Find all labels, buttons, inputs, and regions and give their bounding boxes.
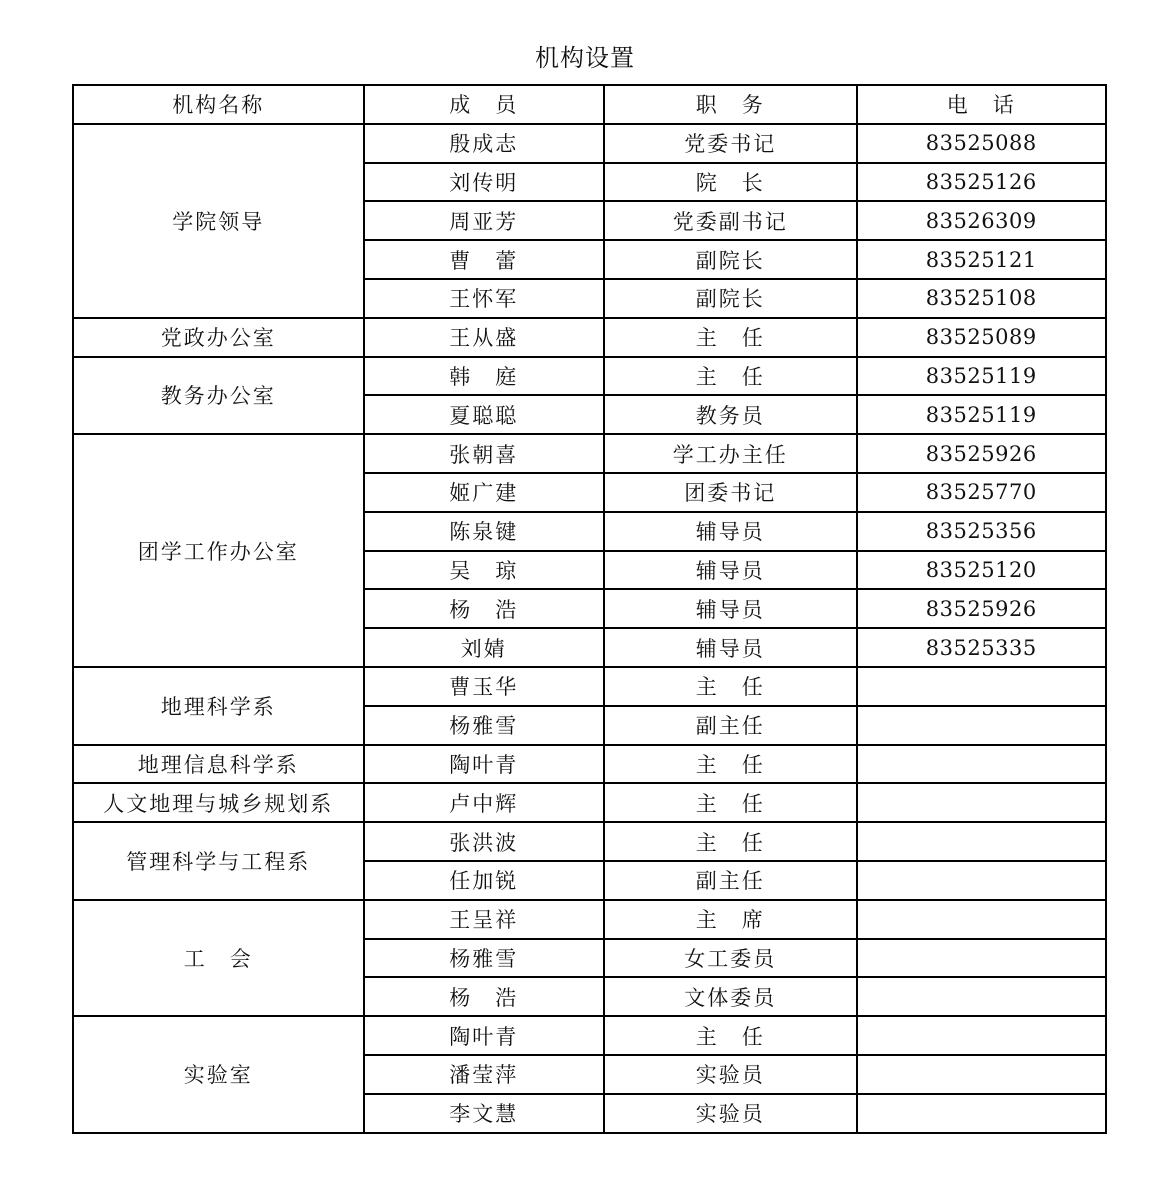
org-name-cell: 党政办公室	[73, 318, 364, 357]
phone-cell: 83525926	[857, 434, 1107, 473]
member-cell: 杨 浩	[364, 977, 604, 1016]
member-cell: 曹玉华	[364, 667, 604, 706]
position-cell: 党委副书记	[604, 201, 856, 240]
member-cell: 王从盛	[364, 318, 604, 357]
phone-cell	[857, 939, 1107, 978]
phone-cell	[857, 667, 1107, 706]
table-row	[73, 1016, 1106, 1055]
organization-table-body	[73, 124, 1106, 1133]
page-title: 机构设置	[535, 44, 635, 72]
member-cell: 张朝喜	[364, 434, 604, 473]
phone-cell: 83525356	[857, 512, 1107, 551]
position-cell: 实验员	[604, 1094, 856, 1133]
phone-cell	[857, 900, 1107, 939]
phone-cell	[857, 745, 1107, 784]
member-cell: 卢中辉	[364, 783, 604, 822]
member-cell: 刘婧	[364, 628, 604, 667]
member-cell: 王怀军	[364, 279, 604, 318]
member-cell: 殷成志	[364, 124, 604, 163]
member-cell: 吴 琼	[364, 551, 604, 590]
position-cell: 主 任	[604, 318, 856, 357]
position-cell: 教务员	[604, 395, 856, 434]
phone-cell	[857, 861, 1107, 900]
header-phone: 电 话	[857, 85, 1107, 124]
phone-cell	[857, 822, 1107, 861]
organization-table	[72, 84, 1107, 1134]
phone-cell: 83525089	[857, 318, 1107, 357]
phone-cell	[857, 783, 1107, 822]
org-name-cell: 人文地理与城乡规划系	[73, 783, 364, 822]
org-name-cell: 地理信息科学系	[73, 745, 364, 784]
phone-cell: 83525121	[857, 240, 1107, 279]
phone-cell	[857, 1016, 1107, 1055]
org-name-cell: 教务办公室	[73, 357, 364, 435]
position-cell: 学工办主任	[604, 434, 856, 473]
table-row	[73, 900, 1106, 939]
header-position: 职 务	[604, 85, 856, 124]
table-row	[73, 745, 1106, 784]
header-member: 成 员	[364, 85, 604, 124]
member-cell: 夏聪聪	[364, 395, 604, 434]
member-cell: 刘传明	[364, 163, 604, 202]
phone-cell: 83525119	[857, 395, 1107, 434]
member-cell: 曹 蕾	[364, 240, 604, 279]
table-row	[73, 318, 1106, 357]
position-cell: 副院长	[604, 240, 856, 279]
member-cell: 杨雅雪	[364, 939, 604, 978]
table-row	[73, 357, 1106, 396]
position-cell: 辅导员	[604, 628, 856, 667]
member-cell: 任加锐	[364, 861, 604, 900]
phone-cell	[857, 1094, 1107, 1133]
phone-cell: 83525120	[857, 551, 1107, 590]
position-cell: 主 任	[604, 357, 856, 396]
member-cell: 陶叶青	[364, 1016, 604, 1055]
position-cell: 辅导员	[604, 589, 856, 628]
header-org-name: 机构名称	[73, 85, 364, 124]
member-cell: 潘莹萍	[364, 1055, 604, 1094]
phone-cell: 83525119	[857, 357, 1107, 396]
member-cell: 陈泉键	[364, 512, 604, 551]
table-header-row	[73, 85, 1106, 124]
position-cell: 女工委员	[604, 939, 856, 978]
phone-cell	[857, 977, 1107, 1016]
position-cell: 主 席	[604, 900, 856, 939]
phone-cell: 83525335	[857, 628, 1107, 667]
position-cell: 文体委员	[604, 977, 856, 1016]
org-name-cell: 管理科学与工程系	[73, 822, 364, 900]
table-row	[73, 434, 1106, 473]
position-cell: 副主任	[604, 706, 856, 745]
table-row	[73, 124, 1106, 163]
table-row	[73, 783, 1106, 822]
table-row	[73, 667, 1106, 706]
org-name-cell: 地理科学系	[73, 667, 364, 745]
position-cell: 辅导员	[604, 551, 856, 590]
position-cell: 实验员	[604, 1055, 856, 1094]
position-cell: 主 任	[604, 822, 856, 861]
position-cell: 副主任	[604, 861, 856, 900]
phone-cell: 83525770	[857, 473, 1107, 512]
member-cell: 李文慧	[364, 1094, 604, 1133]
table-row	[73, 822, 1106, 861]
member-cell: 韩 庭	[364, 357, 604, 396]
member-cell: 张洪波	[364, 822, 604, 861]
org-name-cell: 学院领导	[73, 124, 364, 318]
phone-cell: 83525088	[857, 124, 1107, 163]
position-cell: 副院长	[604, 279, 856, 318]
phone-cell: 83526309	[857, 201, 1107, 240]
position-cell: 团委书记	[604, 473, 856, 512]
position-cell: 主 任	[604, 1016, 856, 1055]
org-name-cell: 实验室	[73, 1016, 364, 1132]
phone-cell: 83525926	[857, 589, 1107, 628]
member-cell: 王呈祥	[364, 900, 604, 939]
position-cell: 院 长	[604, 163, 856, 202]
phone-cell	[857, 706, 1107, 745]
position-cell: 主 任	[604, 783, 856, 822]
member-cell: 姬广建	[364, 473, 604, 512]
phone-cell: 83525126	[857, 163, 1107, 202]
position-cell: 主 任	[604, 667, 856, 706]
member-cell: 周亚芳	[364, 201, 604, 240]
position-cell: 辅导员	[604, 512, 856, 551]
phone-cell: 83525108	[857, 279, 1107, 318]
position-cell: 党委书记	[604, 124, 856, 163]
org-name-cell: 工 会	[73, 900, 364, 1016]
org-name-cell: 团学工作办公室	[73, 434, 364, 667]
phone-cell	[857, 1055, 1107, 1094]
position-cell: 主 任	[604, 745, 856, 784]
member-cell: 杨雅雪	[364, 706, 604, 745]
member-cell: 杨 浩	[364, 589, 604, 628]
member-cell: 陶叶青	[364, 745, 604, 784]
